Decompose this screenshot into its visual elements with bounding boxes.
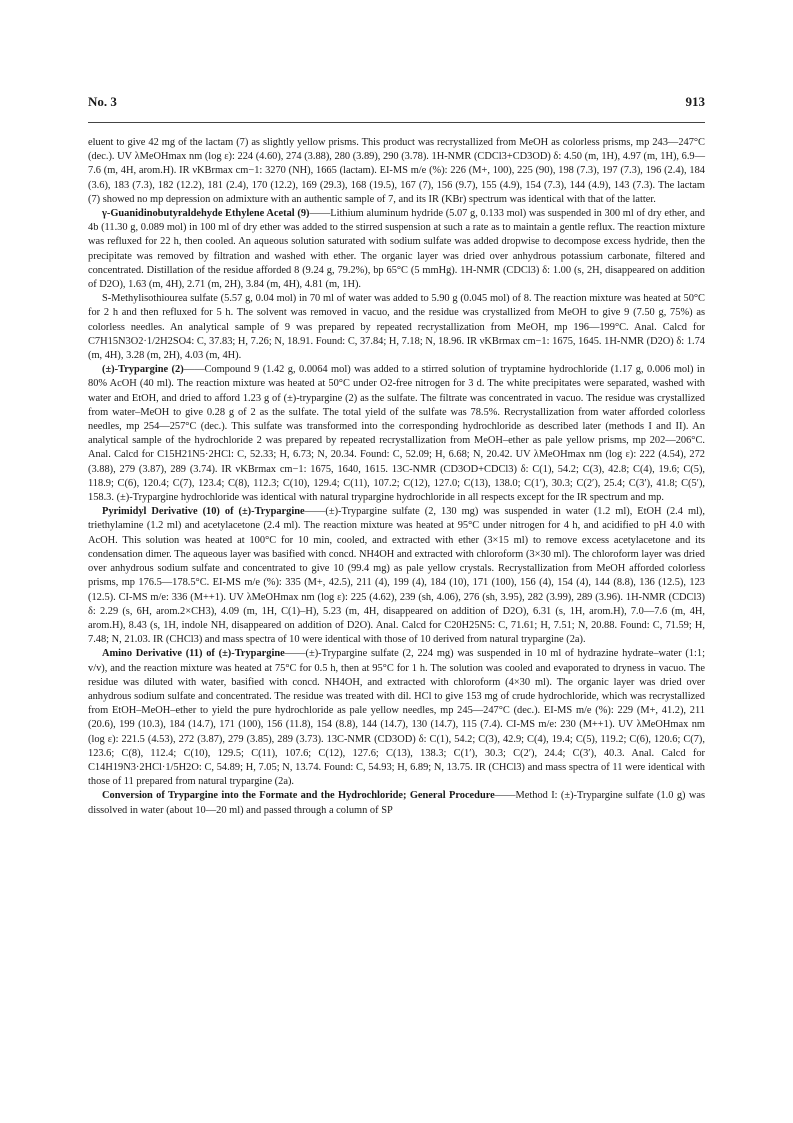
paragraph-text: ——Lithium aluminum hydride (5.07 g, 0.133 mol) was suspended in 300 ml of dry ether, and 4b (11.30 g, 0.089 mol) in 100 ml of dry ether was added to the stirred suspension at such a rate as to maintain a gentle reflux. The reaction mixture was refluxed for 22 h, then cooled. An aqueous solution saturated with sodium sulfate was added dropwise to decompose excess hydride, then the precipitate was removed by filtration and washed with ether. The organic layer was dried over anhydrous potassium carbonate, filtered and concentrated. Distillation of the residue afforded 8 (9.24 g, 79.2%), bp 65°C (5 mmHg). 1H-NMR (CDCl3) δ: 1.00 (s, 2H, disappeared on addition of D2O), 1.63 (m, 4H), 2.71 (m, 2H), 3.84 (m, 4H), 4.81 (m, 1H). [88,208,705,291]
paragraph-lactam [88,136,705,207]
paragraph-text: ——Compound 9 (1.42 g, 0.0064 mol) was added to a stirred solution of tryptamine hydrochloride (1.17 g, 0.006 mol) in 80% AcOH (40 ml). The reaction mixture was heated at 50°C under O2-free nitrogen for 3 d. The white precipitates were separated, washed with water and EtOH, and dried to afford 1.23 g of (±)-trypargine (2) as the sulfate. The filtrate was concentrated in vacuo. The residue was crystallized from water–MeOH to give 0.28 g of 2 as the sulfate. The total yield of the sulfate was 78.5%. Recrystallization from water afforded colorless needles, mp 254—257°C (dec.). This sulfate was transformed into the corresponding hydrochloride as described later (methods I and II). An analytical sample of the hydrochloride 2 was prepared by repeated recrystallization from MeOH–ether as pale yellow prisms, mp 202—206°C. Anal. Calcd for C15H21N5·2HCl: C, 52.33; H, 6.73; N, 20.34. Found: C, 52.09; H, 6.68; N, 20.42. UV λMeOHmax nm (log ε): 222 (4.54), 272 (3.88), 279 (3.87), 289 (3.74). IR νKBrmax cm−1: 1675, 1640, 1615. 13C-NMR (CD3OD+CDCl3) δ: C(1), 54.2; C(3), 42.8; C(4), 19.6; C(5), 118.9; C(6), 120.4; C(7), 123.4; C(8), 112.3; C(10), 129.4; C(11), 107.2; C(12), 127.0; C(13), 138.0; C(1′), 30.3; C(2′), 25.4; C(3′), 41.8; C(5′), 158.3. (±)-Trypargine hydrochloride was identical with natural trypargine hydrochloride in all respects except for the IR spectrum and mp. [88,364,705,504]
header-rule [88,122,705,123]
section-heading: Conversion of Trypargine into the Formate and the Hydrochloride; General Procedure [102,790,495,802]
section-heading: (±)-Trypargine (2) [102,364,184,376]
paragraph-conversion [88,789,705,817]
paragraph-amino-derivative [88,647,705,789]
page-header [88,94,705,114]
issue-number: No. 3 [88,94,117,109]
paragraph-text: ——(±)-Trypargine sulfate (2, 130 mg) was suspended in water (1.2 ml), EtOH (2.4 ml), triethylamine (1.2 ml) and acetylacetone (2.4 ml). The reaction mixture was heated at 95°C under nitrogen for 4 h, and acidified to pH 4.0 with AcOH. This solution was heated at 100°C for 10 min, cooled, and extracted with ether (3×15 ml) to remove excess acetylacetone and its condensation dimer. The aqueous layer was basified with concd. NH4OH and extracted with chloroform (3×30 ml). The chloroform layer was dried over anhydrous sodium sulfate and concentrated to give 10 (99.4 mg) as pale yellow crystals. Recrystallization from MeOH afforded colorless prisms, mp 176.5—178.5°C. EI-MS m/e (%): 335 (M+, 42.5), 211 (4), 199 (4), 184 (10), 171 (100), 156 (4), 154 (4), 144 (8.8), 136 (12.5), 123 (12.5). CI-MS m/e: 336 (M++1). UV λMeOHmax nm (log ε): 225 (4.62), 239 (sh, 4.06), 276 (sh, 3.95), 282 (3.99), 289 (3.96). 1H-NMR (CDCl3) δ: 2.29 (s, 6H, arom.2×CH3), 4.09 (m, 1H, C(1)–H), 5.23 (m, 4H, disappeared on addition of D2O), 6.31 (s, 1H, arom.H), 7.0—7.6 (m, 4H, arom.H), 8.43 (s, 1H, indole NH, disappeared on addition of D2O). Anal. Calcd for C20H25N5: C, 71.61; H, 7.51; N, 20.88. Found: C, 71.59; H, 7.48; N, 21.03. IR (CHCl3) and mass spectra of 10 were identical with those of 10 derived from natural trypargine (2a). [88,506,705,646]
paragraph-text: S-Methylisothiourea sulfate (5.57 g, 0.04 mol) in 70 ml of water was added to 5.90 g (0.045 mol) of 8. The reaction mixture was heated at 50°C for 2 h and then refluxed for 5 h. The solvent was removed in vacuo, and the residue was crystallized from MeOH to give 9 (7.50 g, 75%) as colorless needles. An analytical sample of 9 was prepared by repeated recrystallization from MeOH, mp 196—199°C. Anal. Calcd for C7H15N3O2·1/2H2SO4: C, 37.83; H, 7.26; N, 18.91. Found: C, 37.84; H, 7.18; N, 18.96. IR νKBrmax cm−1: 1675, 1645. 1H-NMR (D2O) δ: 1.74 (m, 4H), 3.28 (m, 2H), 4.03 (m, 4H). [88,293,705,362]
section-heading: γ-Guanidinobutyraldehyde Ethylene Acetal (9) [102,208,310,220]
section-heading: Pyrimidyl Derivative (10) of (±)-Trypargine [102,506,305,518]
article-body [88,136,705,818]
paragraph-methylisothiourea [88,292,705,363]
paragraph-trypargine [88,363,705,505]
paragraph-text: eluent to give 42 mg of the lactam (7) as slightly yellow prisms. This product was recrystallized from MeOH as colorless prisms, mp 243—247°C (dec.). UV λMeOHmax nm (log ε): 224 (4.60), 274 (3.88), 280 (3.89), 290 (3.78). 1H-NMR (CDCl3+CD3OD) δ: 4.50 (m, 1H), 4.97 (m, 1H), 6.9—7.6 (m, 4H, arom.H). IR νKBrmax cm−1: 3270 (NH), 1665 (lactam). EI-MS m/e (%): 226 (M+, 100), 225 (90), 198 (7.3), 197 (7.3), 196 (2.4), 184 (3.6), 183 (7.3), 182 (12.2), 181 (2.4), 170 (12.2), 169 (29.3), 168 (19.5), 167 (7), 156 (9.7), 155 (4.9), 154 (7.3), 144 (4.9), 143 (7.3). The lactam (7) showed no mp depression on admixture with an authentic sample of 7, and its IR (KBr) spectrum was identical with that of the latter. [88,137,705,205]
paragraph-text: ——(±)-Trypargine sulfate (2, 224 mg) was suspended in 10 ml of hydrazine hydrate–water (1:1; v/v), and the reaction mixture was heated at 75°C for 0.5 h, then at 95°C for 1 h. The solution was cooled and evaporated to dryness in vacuo. The residue was diluted with water, basified with concd. NH4OH, and extracted with chloroform (4×30 ml). The organic layer was dried over anhydrous sodium sulfate and concentrated. The residue was treated with dil. HCl to give 153 mg of crude hydrochloride, which was recrystallized from EtOH–MeOH–ether to yield the pure hydrochloride as pale yellow needles, mp 245—247°C (dec.). EI-MS m/e (%): 229 (M+, 41.2), 211 (20.6), 199 (10.3), 184 (14.7), 171 (100), 156 (11.8), 154 (8.8), 144 (14.7), 130 (14.7), 115 (7.4). CI-MS m/e: 230 (M++1). UV λMeOHmax nm (log ε): 221.5 (4.53), 272 (3.87), 279 (3.85), 289 (3.73). 13C-NMR (CD3OD) δ: C(1), 54.2; C(3), 42.9; C(4), 19.4; C(5), 119.2; C(6), 120.6; C(7), 123.6; C(8), 112.4; C(10), 129.5; C(11), 107.6; C(12), 127.6; C(13), 138.3; C(1′), 30.3; C(2′), 24.4; C(3′), 40.3. Anal. Calcd for C14H19N3·2HCl·1/5H2O: C, 54.89; H, 7.05; N, 13.74. Found: C, 54.93; H, 6.89; N, 13.75. IR (CHCl3) and mass spectra of 11 were identical with those of 11 prepared from natural trypargine (2a). [88,648,705,788]
paragraph-text: ——Method I: (±)-Trypargine sulfate (1.0 g) was dissolved in water (about 10—20 ml) and passed through a column of SP [88,790,705,816]
section-heading: Amino Derivative (11) of (±)-Trypargine [102,648,285,660]
paragraph-guanidinobutyraldehyde [88,207,705,292]
page-number: 913 [685,94,705,109]
paragraph-pyrimidyl-derivative [88,505,705,647]
